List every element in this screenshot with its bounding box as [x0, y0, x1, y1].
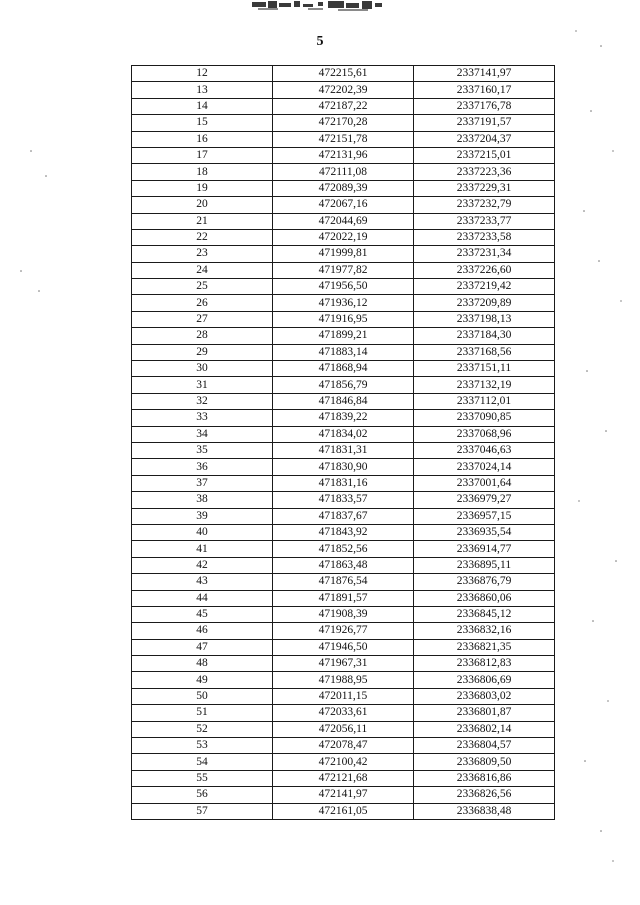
x-coordinate-cell: 472151,78	[273, 131, 414, 147]
x-coordinate-cell: 471936,12	[273, 295, 414, 311]
y-coordinate-cell: 2336832,16	[414, 623, 555, 639]
point-number-cell: 16	[132, 131, 273, 147]
table-row	[132, 98, 555, 114]
y-coordinate-cell: 2337112,01	[414, 393, 555, 409]
x-coordinate-cell: 472170,28	[273, 115, 414, 131]
point-number-cell: 37	[132, 475, 273, 491]
point-number-cell: 46	[132, 623, 273, 639]
point-number-cell: 33	[132, 410, 273, 426]
table-row	[132, 213, 555, 229]
y-coordinate-cell: 2336809,50	[414, 754, 555, 770]
table-row	[132, 787, 555, 803]
point-number-cell: 18	[132, 164, 273, 180]
scan-speckle	[612, 860, 614, 862]
table-row	[132, 770, 555, 786]
table-row	[132, 656, 555, 672]
table-row	[132, 82, 555, 98]
point-number-cell: 19	[132, 180, 273, 196]
x-coordinate-cell: 471833,57	[273, 492, 414, 508]
x-coordinate-cell: 471830,90	[273, 459, 414, 475]
point-number-cell: 14	[132, 98, 273, 114]
point-number-cell: 40	[132, 524, 273, 540]
y-coordinate-cell: 2337223,36	[414, 164, 555, 180]
x-coordinate-cell: 471837,67	[273, 508, 414, 524]
point-number-cell: 52	[132, 721, 273, 737]
x-coordinate-cell: 472161,05	[273, 803, 414, 819]
x-coordinate-cell: 471916,95	[273, 311, 414, 327]
y-coordinate-cell: 2336860,06	[414, 590, 555, 606]
table-row	[132, 229, 555, 245]
x-coordinate-cell: 471977,82	[273, 262, 414, 278]
y-coordinate-cell: 2336821,35	[414, 639, 555, 655]
x-coordinate-cell: 472111,08	[273, 164, 414, 180]
point-number-cell: 45	[132, 606, 273, 622]
point-number-cell: 31	[132, 377, 273, 393]
point-number-cell: 15	[132, 115, 273, 131]
x-coordinate-cell: 471839,22	[273, 410, 414, 426]
x-coordinate-cell: 472100,42	[273, 754, 414, 770]
x-coordinate-cell: 471856,79	[273, 377, 414, 393]
point-number-cell: 53	[132, 738, 273, 754]
table-row	[132, 426, 555, 442]
table-row	[132, 459, 555, 475]
scan-speckle	[38, 290, 40, 292]
table-row	[132, 180, 555, 196]
point-number-cell: 28	[132, 328, 273, 344]
y-coordinate-cell: 2336812,83	[414, 656, 555, 672]
scan-speckle	[620, 300, 622, 302]
y-coordinate-cell: 2337209,89	[414, 295, 555, 311]
x-coordinate-cell: 472187,22	[273, 98, 414, 114]
y-coordinate-cell: 2337191,57	[414, 115, 555, 131]
y-coordinate-cell: 2336826,56	[414, 787, 555, 803]
y-coordinate-cell: 2337198,13	[414, 311, 555, 327]
scan-speckle	[600, 45, 602, 47]
table-row	[132, 492, 555, 508]
point-number-cell: 56	[132, 787, 273, 803]
point-number-cell: 41	[132, 541, 273, 557]
x-coordinate-cell: 471883,14	[273, 344, 414, 360]
y-coordinate-cell: 2337231,34	[414, 246, 555, 262]
y-coordinate-cell: 2337219,42	[414, 279, 555, 295]
table-row	[132, 557, 555, 573]
y-coordinate-cell: 2336895,11	[414, 557, 555, 573]
y-coordinate-cell: 2337215,01	[414, 147, 555, 163]
y-coordinate-cell: 2337001,64	[414, 475, 555, 491]
x-coordinate-cell: 471831,31	[273, 442, 414, 458]
coordinates-table	[131, 65, 555, 820]
x-coordinate-cell: 471831,16	[273, 475, 414, 491]
y-coordinate-cell: 2336802,14	[414, 721, 555, 737]
x-coordinate-cell: 471876,54	[273, 574, 414, 590]
y-coordinate-cell: 2337090,85	[414, 410, 555, 426]
y-coordinate-cell: 2337024,14	[414, 459, 555, 475]
scan-speckle	[583, 210, 585, 212]
coordinates-table-body	[132, 66, 555, 820]
point-number-cell: 30	[132, 361, 273, 377]
y-coordinate-cell: 2336801,87	[414, 705, 555, 721]
x-coordinate-cell: 471926,77	[273, 623, 414, 639]
point-number-cell: 43	[132, 574, 273, 590]
y-coordinate-cell: 2336806,69	[414, 672, 555, 688]
point-number-cell: 47	[132, 639, 273, 655]
table-row	[132, 606, 555, 622]
point-number-cell: 42	[132, 557, 273, 573]
table-row	[132, 147, 555, 163]
y-coordinate-cell: 2336804,57	[414, 738, 555, 754]
y-coordinate-cell: 2336816,86	[414, 770, 555, 786]
table-row	[132, 115, 555, 131]
scan-speckle	[578, 500, 580, 502]
table-row	[132, 410, 555, 426]
y-coordinate-cell: 2337232,79	[414, 197, 555, 213]
x-coordinate-cell: 471868,94	[273, 361, 414, 377]
point-number-cell: 17	[132, 147, 273, 163]
table-row	[132, 279, 555, 295]
point-number-cell: 57	[132, 803, 273, 819]
scan-speckle	[575, 30, 577, 32]
table-row	[132, 524, 555, 540]
point-number-cell: 35	[132, 442, 273, 458]
point-number-cell: 54	[132, 754, 273, 770]
scan-speckle	[592, 620, 594, 622]
y-coordinate-cell: 2336845,12	[414, 606, 555, 622]
table-row	[132, 393, 555, 409]
y-coordinate-cell: 2337233,58	[414, 229, 555, 245]
x-coordinate-cell: 471834,02	[273, 426, 414, 442]
page-number: 5	[316, 34, 324, 49]
y-coordinate-cell: 2336876,79	[414, 574, 555, 590]
y-coordinate-cell: 2337204,37	[414, 131, 555, 147]
table-row	[132, 590, 555, 606]
point-number-cell: 25	[132, 279, 273, 295]
x-coordinate-cell: 472056,11	[273, 721, 414, 737]
table-row	[132, 361, 555, 377]
table-row	[132, 574, 555, 590]
scan-speckle	[586, 370, 588, 372]
scan-speckle	[607, 700, 609, 702]
x-coordinate-cell: 471908,39	[273, 606, 414, 622]
point-number-cell: 39	[132, 508, 273, 524]
y-coordinate-cell: 2336935,54	[414, 524, 555, 540]
point-number-cell: 13	[132, 82, 273, 98]
x-coordinate-cell: 471852,56	[273, 541, 414, 557]
point-number-cell: 24	[132, 262, 273, 278]
table-row	[132, 377, 555, 393]
x-coordinate-cell: 471956,50	[273, 279, 414, 295]
table-row	[132, 344, 555, 360]
x-coordinate-cell: 472011,15	[273, 688, 414, 704]
scan-artifact	[248, 0, 388, 14]
scan-speckle	[605, 430, 607, 432]
x-coordinate-cell: 472044,69	[273, 213, 414, 229]
scan-speckle	[584, 760, 586, 762]
x-coordinate-cell: 471891,57	[273, 590, 414, 606]
x-coordinate-cell: 471846,84	[273, 393, 414, 409]
point-number-cell: 48	[132, 656, 273, 672]
x-coordinate-cell: 472141,97	[273, 787, 414, 803]
x-coordinate-cell: 472121,68	[273, 770, 414, 786]
scan-speckle	[598, 260, 600, 262]
table-row	[132, 508, 555, 524]
y-coordinate-cell: 2337132,19	[414, 377, 555, 393]
point-number-cell: 12	[132, 66, 273, 82]
point-number-cell: 22	[132, 229, 273, 245]
point-number-cell: 34	[132, 426, 273, 442]
table-row	[132, 164, 555, 180]
table-row	[132, 721, 555, 737]
scan-speckle	[615, 560, 617, 562]
y-coordinate-cell: 2336803,02	[414, 688, 555, 704]
point-number-cell: 36	[132, 459, 273, 475]
y-coordinate-cell: 2336838,48	[414, 803, 555, 819]
y-coordinate-cell: 2337226,60	[414, 262, 555, 278]
y-coordinate-cell: 2337141,97	[414, 66, 555, 82]
y-coordinate-cell: 2337184,30	[414, 328, 555, 344]
scan-speckle	[45, 175, 47, 177]
point-number-cell: 44	[132, 590, 273, 606]
point-number-cell: 50	[132, 688, 273, 704]
x-coordinate-cell: 472215,61	[273, 66, 414, 82]
scan-speckle	[30, 150, 32, 152]
table-row	[132, 328, 555, 344]
table-row	[132, 705, 555, 721]
table-row	[132, 295, 555, 311]
x-coordinate-cell: 472033,61	[273, 705, 414, 721]
x-coordinate-cell: 472022,19	[273, 229, 414, 245]
x-coordinate-cell: 472131,96	[273, 147, 414, 163]
y-coordinate-cell: 2337233,77	[414, 213, 555, 229]
table-row	[132, 475, 555, 491]
point-number-cell: 29	[132, 344, 273, 360]
table-row	[132, 639, 555, 655]
table-row	[132, 311, 555, 327]
x-coordinate-cell: 472078,47	[273, 738, 414, 754]
table-row	[132, 688, 555, 704]
y-coordinate-cell: 2337151,11	[414, 361, 555, 377]
y-coordinate-cell: 2337068,96	[414, 426, 555, 442]
y-coordinate-cell: 2337160,17	[414, 82, 555, 98]
table-row	[132, 754, 555, 770]
x-coordinate-cell: 471946,50	[273, 639, 414, 655]
y-coordinate-cell: 2336914,77	[414, 541, 555, 557]
point-number-cell: 38	[132, 492, 273, 508]
point-number-cell: 51	[132, 705, 273, 721]
x-coordinate-cell: 471999,81	[273, 246, 414, 262]
x-coordinate-cell: 471967,31	[273, 656, 414, 672]
table-row	[132, 541, 555, 557]
point-number-cell: 27	[132, 311, 273, 327]
x-coordinate-cell: 472202,39	[273, 82, 414, 98]
point-number-cell: 55	[132, 770, 273, 786]
point-number-cell: 26	[132, 295, 273, 311]
y-coordinate-cell: 2337168,56	[414, 344, 555, 360]
scan-speckle	[600, 830, 602, 832]
x-coordinate-cell: 471863,48	[273, 557, 414, 573]
point-number-cell: 49	[132, 672, 273, 688]
table-row	[132, 262, 555, 278]
table-row	[132, 803, 555, 819]
y-coordinate-cell: 2337176,78	[414, 98, 555, 114]
x-coordinate-cell: 471988,95	[273, 672, 414, 688]
scan-speckle	[612, 150, 614, 152]
x-coordinate-cell: 471899,21	[273, 328, 414, 344]
table-row	[132, 623, 555, 639]
point-number-cell: 21	[132, 213, 273, 229]
y-coordinate-cell: 2336957,15	[414, 508, 555, 524]
scan-speckle	[20, 270, 22, 272]
table-row	[132, 442, 555, 458]
y-coordinate-cell: 2337046,63	[414, 442, 555, 458]
x-coordinate-cell: 471843,92	[273, 524, 414, 540]
table-row	[132, 131, 555, 147]
table-row	[132, 197, 555, 213]
table-row	[132, 246, 555, 262]
table-row	[132, 738, 555, 754]
point-number-cell: 23	[132, 246, 273, 262]
point-number-cell: 32	[132, 393, 273, 409]
table-row	[132, 672, 555, 688]
y-coordinate-cell: 2337229,31	[414, 180, 555, 196]
table-row	[132, 66, 555, 82]
point-number-cell: 20	[132, 197, 273, 213]
x-coordinate-cell: 472089,39	[273, 180, 414, 196]
x-coordinate-cell: 472067,16	[273, 197, 414, 213]
scan-speckle	[590, 110, 592, 112]
y-coordinate-cell: 2336979,27	[414, 492, 555, 508]
